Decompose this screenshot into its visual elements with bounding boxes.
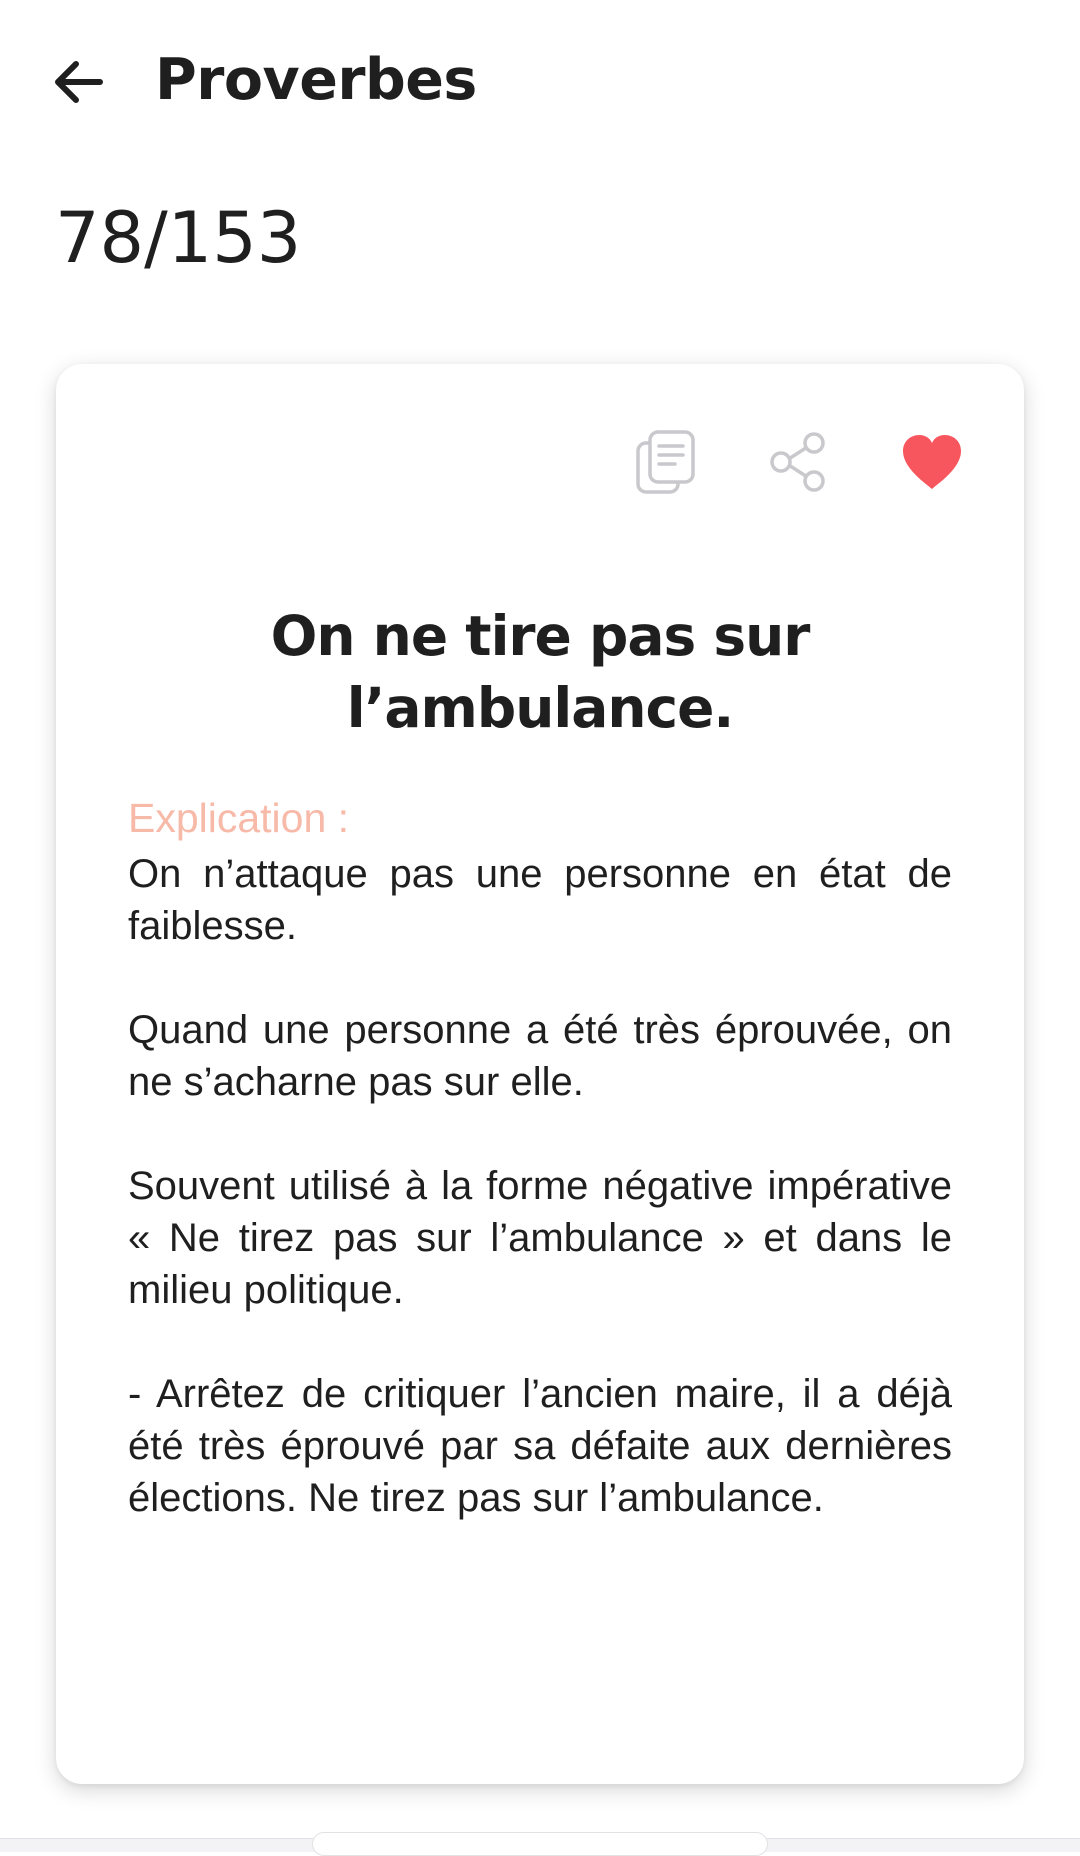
explanation-paragraph: On n’attaque pas une personne en état de faiblesse. — [128, 852, 952, 948]
explanation-paragraph: Quand une personne a été très éprouvée, on ne s’acharne pas sur elle. — [128, 1008, 952, 1104]
copy-button[interactable] — [628, 424, 704, 500]
explanation-body — [128, 848, 952, 1576]
back-button[interactable] — [44, 48, 112, 116]
bottom-sheet-handle[interactable] — [312, 1832, 768, 1856]
proverb-text: On ne tire pas sur l’ambulance. — [270, 604, 810, 740]
favorite-button[interactable] — [894, 424, 970, 500]
copy-icon — [635, 429, 697, 495]
proverb-counter: 78/153 — [55, 197, 302, 279]
explanation-paragraph: Souvent utilisé à la forme négative impérative « Ne tirez pas sur l’ambulance » et dans le milieu politique. — [128, 1164, 952, 1312]
page-title: Proverbes — [155, 47, 477, 113]
proverb-card — [56, 364, 1024, 1784]
explanation-label: Explication : — [128, 795, 350, 841]
share-icon — [768, 431, 828, 493]
explanation-paragraph: - Arrêtez de critiquer l’ancien maire, il a déjà été très éprouvé par sa défaite aux dernières élections. Ne tirez pas sur l’ambulance. — [128, 1372, 952, 1520]
heart-icon — [900, 433, 964, 491]
arrow-left-icon — [50, 54, 106, 110]
share-button[interactable] — [760, 424, 836, 500]
app-bar — [0, 0, 1080, 160]
